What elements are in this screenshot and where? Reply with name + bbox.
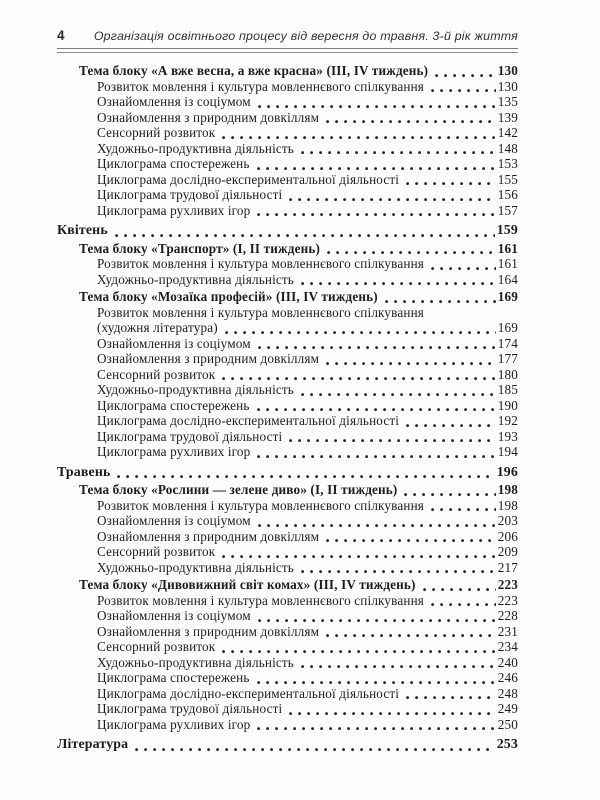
dot-leader <box>257 449 495 459</box>
dot-leader <box>423 582 496 592</box>
toc-entry-page: 130 <box>497 78 518 94</box>
toc-subentry-row <box>57 429 518 445</box>
toc-entry-label: Розвиток мовлення і культура мовленнєвого спілкування <box>97 78 425 94</box>
toc-entry-page: 156 <box>497 187 518 202</box>
dot-leader <box>301 276 496 286</box>
dot-leader <box>258 99 496 109</box>
dot-leader <box>289 706 495 716</box>
toc-subentry-row <box>57 141 518 157</box>
toc-entry-page: 223 <box>497 592 518 608</box>
dot-leader <box>431 83 496 93</box>
toc-entry-page: 217 <box>497 559 518 575</box>
page-content <box>57 28 518 753</box>
toc-entry-label: Сенсорний розвиток <box>97 366 216 382</box>
toc-entry-page: 228 <box>497 608 518 623</box>
toc-subentry-row <box>57 670 518 686</box>
toc-entry-label: Циклограма трудової діяльності <box>97 428 283 444</box>
toc-section-row <box>57 737 518 753</box>
dot-leader <box>301 659 496 669</box>
toc-entry-label: Циклограма рухливих ігор <box>97 716 251 732</box>
dot-leader <box>406 418 496 428</box>
toc-subentry-row <box>57 639 518 655</box>
dot-leader <box>301 145 496 155</box>
dot-leader <box>406 690 496 700</box>
toc-entry-page: 185 <box>497 382 518 397</box>
table-of-contents <box>57 63 518 753</box>
dot-leader <box>289 192 495 202</box>
toc-entry-label: Розвиток мовлення і культура мовленнєвого спілкування <box>97 592 425 608</box>
toc-subentry-row <box>57 110 518 126</box>
toc-entry-label: Циклограма дослідно-експериментальної діяльності <box>97 413 400 428</box>
toc-entry-label: Циклограма рухливих ігор <box>97 202 251 218</box>
toc-theme-row <box>57 289 518 305</box>
header-double-rule <box>57 48 518 53</box>
dot-leader <box>258 340 496 350</box>
toc-subentry-row <box>57 272 518 288</box>
toc-entry-label: Тема блоку «Мозаїка професій» (III, IV тиждень) <box>79 289 378 304</box>
dot-leader <box>289 433 495 443</box>
toc-entry-label: Ознайомлення з природним довкіллям <box>97 623 320 639</box>
toc-entry-page: 253 <box>496 737 518 752</box>
toc-entry-page: 169 <box>497 320 518 335</box>
dot-leader <box>327 245 496 255</box>
toc-entry-page: 142 <box>497 125 518 140</box>
toc-entry-label: Художньо-продуктивна діяльність <box>97 559 294 575</box>
dot-leader <box>385 294 496 304</box>
toc-subentry-row <box>57 498 518 514</box>
toc-entry-page: 250 <box>497 716 518 732</box>
toc-entry-page: 198 <box>497 482 518 497</box>
dot-leader <box>404 487 495 497</box>
toc-entry-label: Художньо-продуктивна діяльність <box>97 271 294 287</box>
toc-entry-page: 130 <box>497 63 518 78</box>
toc-subentry-row <box>57 256 518 272</box>
dot-leader <box>435 68 496 78</box>
toc-entry-label: Ознайомлення із соціумом <box>97 94 251 109</box>
toc-entry-label: Сенсорний розвиток <box>97 544 216 559</box>
toc-entry-page: 157 <box>497 202 518 218</box>
toc-subentry-row <box>57 336 518 352</box>
toc-subentry-row <box>57 398 518 414</box>
toc-entry-page: 177 <box>497 351 518 366</box>
toc-subentry-row <box>57 94 518 110</box>
toc-entry-page: 155 <box>497 171 518 187</box>
toc-entry-label: Тема блоку «Рослини — зелене диво» (I, II тиждень) <box>79 482 398 497</box>
toc-entry-page: 196 <box>496 464 518 480</box>
toc-entry-label: Циклограма спостережень <box>97 670 250 685</box>
toc-subentry-row <box>57 593 518 609</box>
toc-subentry-row <box>57 655 518 671</box>
toc-entry-label: Циклограма рухливих ігор <box>97 444 251 459</box>
toc-entry-page: 192 <box>497 413 518 428</box>
toc-entry-label: Тема блоку «Дивовижний світ комах» (III, IV тиждень) <box>79 577 416 592</box>
toc-subentry-row <box>57 686 518 702</box>
dot-leader <box>431 502 496 512</box>
toc-entry-page: 246 <box>497 670 518 685</box>
dot-leader <box>326 533 496 543</box>
toc-entry-label: Сенсорний розвиток <box>97 125 216 140</box>
toc-entry-page: 169 <box>497 289 518 304</box>
toc-entry-page: 164 <box>497 271 518 287</box>
toc-entry-page: 231 <box>497 623 518 639</box>
toc-subentry-row <box>57 187 518 203</box>
dot-leader <box>257 161 496 171</box>
toc-entry-label: Художньо-продуктивна діяльність <box>97 382 294 397</box>
toc-entry-page: 190 <box>497 397 518 413</box>
toc-entry-page: 223 <box>497 577 518 592</box>
toc-entry-page: 153 <box>497 156 518 171</box>
toc-entry-page: 198 <box>497 497 518 513</box>
toc-subentry-row <box>57 717 518 733</box>
toc-entry-page: 174 <box>497 335 518 351</box>
dot-leader <box>301 564 496 574</box>
toc-entry-page: 193 <box>497 428 518 444</box>
toc-entry-label: Тема блоку «Транспорт» (I, II тиждень) <box>79 240 320 256</box>
toc-subentry-row <box>57 351 518 367</box>
toc-entry-page: 234 <box>497 639 518 654</box>
dot-leader <box>431 597 496 607</box>
dot-leader <box>222 644 495 654</box>
toc-entry-label: Циклограма дослідно-експериментальної діяльності <box>97 685 400 701</box>
toc-entry-label: Ознайомлення із соціумом <box>97 608 251 623</box>
toc-entry-page: 248 <box>497 685 518 701</box>
toc-entry-label: Ознайомлення з природним довкіллям <box>97 528 320 544</box>
toc-entry-page: 161 <box>497 240 518 256</box>
running-head <box>57 28 518 43</box>
toc-subentry-row <box>57 608 518 624</box>
toc-subentry-row <box>57 125 518 141</box>
toc-entry-label: Циклограма трудової діяльності <box>97 701 283 716</box>
toc-entry-label: Художньо-продуктивна діяльність <box>97 654 294 670</box>
toc-entry-label: Ознайомлення із соціумом <box>97 335 251 351</box>
toc-section-row <box>57 465 518 481</box>
toc-entry-label: Художньо-продуктивна діяльність <box>97 140 294 156</box>
toc-entry-page: 139 <box>497 109 518 125</box>
dot-leader <box>431 261 496 271</box>
dot-leader <box>301 387 496 397</box>
toc-entry-page: 161 <box>497 256 518 271</box>
dot-leader <box>326 114 496 124</box>
dot-leader <box>257 402 496 412</box>
toc-theme-row <box>57 241 518 257</box>
toc-entry-page: 240 <box>497 654 518 670</box>
toc-entry-label: Циклограма спостережень <box>97 156 250 171</box>
toc-subentry-row <box>57 529 518 545</box>
dot-leader <box>257 721 495 731</box>
toc-entry-page: 249 <box>497 701 518 716</box>
running-title: Організація освітнього процесу від вересня до травня. 3-й рік життя <box>93 29 518 43</box>
dot-leader <box>258 518 496 528</box>
toc-subentry-row <box>57 544 518 560</box>
toc-entry-page: 180 <box>497 366 518 382</box>
toc-subentry-row <box>57 203 518 219</box>
dot-leader <box>326 356 496 366</box>
toc-entry-label: Розвиток мовлення і культура мовленнєвого спілкування <box>97 256 425 271</box>
toc-entry-label: Циклограма трудової діяльності <box>97 187 283 202</box>
dot-leader <box>225 325 496 335</box>
toc-subentry-row <box>57 513 518 529</box>
toc-entry-label: Циклограма дослідно-експериментальної діяльності <box>97 171 400 187</box>
dot-leader <box>258 613 496 623</box>
dot-leader <box>117 469 494 479</box>
dot-leader <box>135 742 494 752</box>
toc-entry-page: 203 <box>497 513 518 528</box>
dot-leader <box>222 371 495 381</box>
toc-entry-page: 209 <box>497 544 518 559</box>
toc-entry-label: Ознайомлення із соціумом <box>97 513 251 528</box>
toc-entry-label: (художня література) <box>97 320 218 335</box>
dot-leader <box>257 675 496 685</box>
toc-subentry-row <box>57 320 518 336</box>
toc-entry-label: Розвиток мовлення і культура мовленнєвого спілкування <box>97 304 425 320</box>
toc-subentry-row <box>57 305 518 321</box>
toc-subentry-row <box>57 79 518 95</box>
dot-leader <box>326 628 496 638</box>
toc-entry-label: Квітень <box>57 223 108 238</box>
toc-subentry-row <box>57 382 518 398</box>
toc-entry-label: Література <box>57 737 129 752</box>
toc-entry-page: 194 <box>497 444 518 459</box>
toc-subentry-row <box>57 172 518 188</box>
toc-theme-row <box>57 63 518 79</box>
dot-leader <box>115 228 495 238</box>
dot-leader <box>222 130 495 140</box>
toc-subentry-row <box>57 624 518 640</box>
toc-subentry-row <box>57 560 518 576</box>
toc-entry-page: 135 <box>497 94 518 109</box>
toc-entry-label: Ознайомлення з природним довкіллям <box>97 351 320 366</box>
toc-section-row <box>57 223 518 239</box>
toc-entry-label: Ознайомлення з природним довкіллям <box>97 109 320 125</box>
dot-leader <box>406 176 496 186</box>
toc-subentry-row <box>57 701 518 717</box>
toc-entry-label: Травень <box>57 464 111 480</box>
toc-entry-page: 148 <box>497 140 518 156</box>
page-number: 4 <box>57 28 65 43</box>
toc-entry-label: Розвиток мовлення і культура мовленнєвого спілкування <box>97 497 425 513</box>
toc-subentry-row <box>57 413 518 429</box>
toc-theme-row <box>57 577 518 593</box>
toc-subentry-row <box>57 444 518 460</box>
toc-subentry-row <box>57 156 518 172</box>
toc-entry-label: Циклограма спостережень <box>97 397 250 413</box>
toc-theme-row <box>57 482 518 498</box>
toc-subentry-row <box>57 367 518 383</box>
toc-entry-label: Тема блоку «А вже весна, а вже красна» (III, IV тиждень) <box>79 63 429 78</box>
dot-leader <box>222 549 495 559</box>
toc-entry-label: Сенсорний розвиток <box>97 639 216 654</box>
toc-entry-page: 206 <box>497 528 518 544</box>
dot-leader <box>257 207 495 217</box>
toc-entry-page: 159 <box>496 223 518 238</box>
